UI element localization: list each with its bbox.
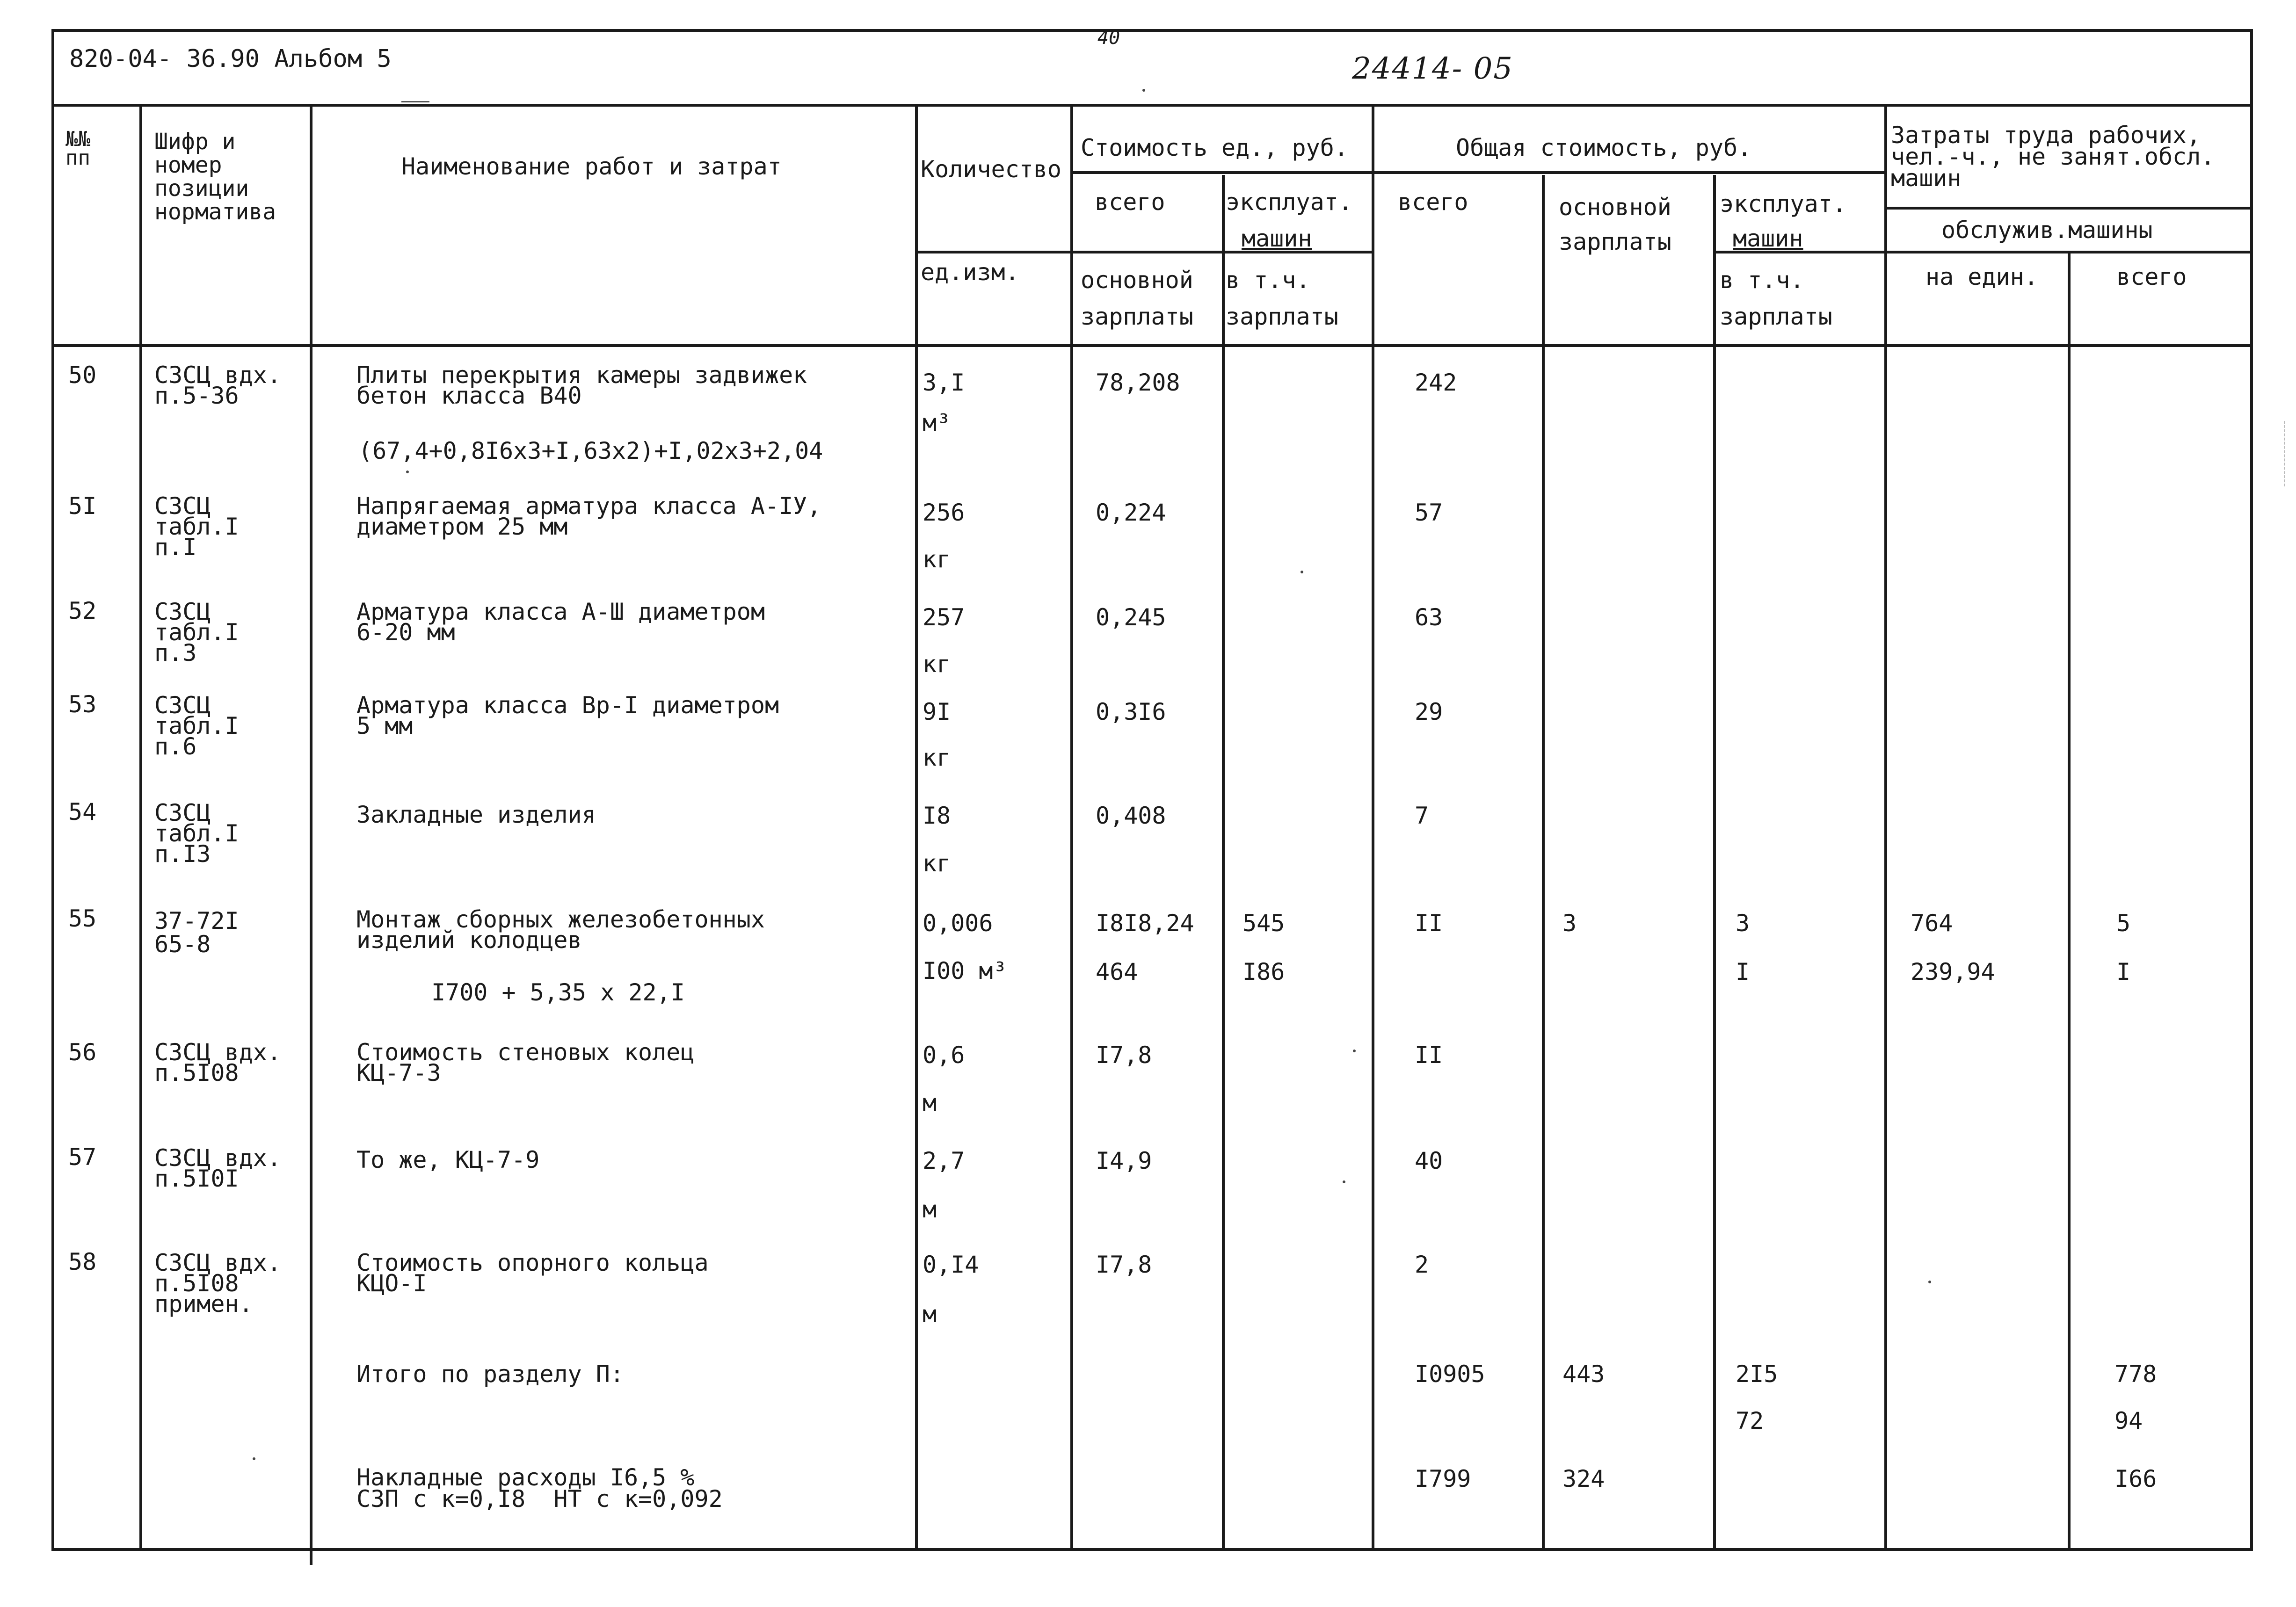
row-num: 57 (68, 1144, 97, 1171)
col-header-qty: Количество (921, 156, 1062, 183)
section-total-machine-wage: 72 (1736, 1407, 1764, 1434)
row-unit-total: I4,9 (1096, 1147, 1152, 1174)
row-unit: м (923, 1301, 937, 1328)
col-header-total-all: всего (1398, 188, 1468, 216)
handwritten-number: 24414- 05 (1352, 51, 1513, 86)
row-line-total-sub (1372, 171, 1884, 174)
col-line-code (139, 104, 142, 1551)
row-unit: кг (923, 744, 951, 771)
col-header-total-machine: эксплуат. (1720, 190, 1846, 217)
row-formula: I700 + 5,35 x 22,I (431, 979, 685, 1006)
row-qty: 256 (923, 499, 965, 526)
scan-speck (1301, 571, 1303, 573)
row-code: СЗСЦ вдх. п.5-36 (154, 362, 281, 409)
row-labor-per-unit-2: 239,94 (1911, 958, 1995, 985)
col-line-unit-total (1070, 104, 1073, 1551)
row-unit: кг (923, 651, 951, 678)
row-total-all: 29 (1415, 698, 1443, 725)
row-qty: 0,006 (923, 910, 993, 937)
col-header-unit-cost: Стоимость ед., руб. (1081, 134, 1348, 161)
page-number: 40 (1097, 27, 1120, 49)
row-total-all: II (1415, 1042, 1443, 1069)
row-qty: I8 (923, 802, 951, 829)
overhead-wage: 324 (1562, 1465, 1605, 1492)
row-labor-total-2: I (2116, 958, 2131, 985)
col-header-total-wage: основной зарплаты (1559, 194, 1671, 255)
col-line-labor (1884, 104, 1887, 1551)
row-qty: 0,6 (923, 1042, 965, 1069)
row-total-incl-wage: I (1736, 958, 1750, 985)
row-formula: (67,4+0,8I6x3+I,63x2)+I,02x3+2,04 (358, 437, 823, 464)
row-name: Закладные изделия (356, 801, 596, 828)
row-num: 53 (68, 691, 97, 718)
col-line-unit-machine (1222, 175, 1225, 1551)
overhead-label: Накладные расходы I6,5 % СЗП с к=0,I8 НТ с к=0,092 (356, 1464, 723, 1513)
row-name: Арматура класса Вр-I диаметром 5 мм (356, 692, 779, 739)
row-name: Напрягаемая арматура класса А-IУ, диаметром 25 мм (356, 492, 821, 540)
col-header-unit-wage: основной зарплаты (1081, 267, 1193, 330)
scan-edge-mark (2284, 421, 2285, 486)
col-line-total-wage (1542, 175, 1545, 1551)
row-num: 56 (68, 1039, 97, 1066)
col-header-labor-total: всего (2116, 263, 2187, 290)
row-line-labor-units (1884, 251, 2253, 253)
scan-speck (1353, 1050, 1356, 1052)
row-code: СЗСЦ табл.I п.I3 (154, 799, 239, 868)
row-unit: м (923, 1089, 937, 1116)
row-unit-total: 0,224 (1096, 499, 1166, 526)
row-labor-per-unit: 764 (1911, 910, 1953, 937)
section-total-labor-2: 94 (2114, 1407, 2143, 1434)
row-labor-total: 5 (2116, 910, 2131, 937)
col-line-name (310, 104, 312, 1565)
row-num: 5I (68, 492, 97, 520)
row-qty: 9I (923, 698, 951, 725)
row-qty: 257 (923, 604, 965, 631)
row-unit-total: 0,408 (1096, 802, 1166, 829)
row-name: Арматура класса А-Ш диаметром 6-20 мм (356, 598, 765, 646)
row-qty: 3,I (923, 369, 965, 396)
row-num: 52 (68, 597, 97, 624)
row-unit: I00 м³ (923, 957, 1007, 984)
scan-speck (1142, 89, 1145, 92)
col-line-labor-total (2068, 253, 2071, 1551)
col-header-unit-total: всего (1095, 188, 1165, 216)
row-total-all: 57 (1415, 499, 1443, 526)
row-total-all: 7 (1415, 802, 1429, 829)
row-total-wage: 3 (1562, 910, 1577, 937)
col-header-name: Наименование работ и затрат (401, 153, 782, 180)
row-code: СЗСЦ табл.I п.I (154, 492, 239, 561)
col-line-qty (915, 104, 918, 1551)
row-name: Стоимость опорного кольца КЦО-I (356, 1249, 709, 1297)
scan-speck (1343, 1180, 1345, 1183)
row-unit: кг (923, 546, 951, 573)
row-code: СЗСЦ табл.I п.3 (154, 598, 239, 666)
overhead-labor: I66 (2114, 1465, 2157, 1492)
col-header-qty-unit: ед.изм. (921, 259, 1019, 286)
scan-speck (406, 471, 409, 473)
col-line-total-all (1372, 104, 1374, 1551)
page-frame (51, 29, 2253, 1551)
overhead-total: I799 (1415, 1465, 1471, 1492)
col-header-num: №№ пп (65, 127, 90, 170)
row-unit: кг (923, 850, 951, 877)
header-divider (51, 104, 2253, 107)
row-name: То же, КЦ-7-9 (356, 1146, 540, 1173)
col-header-code: Шифр и номер позиции норматива (154, 129, 276, 225)
row-total-all: 2 (1415, 1251, 1429, 1278)
row-line-unit-sub (1070, 171, 1372, 174)
row-code: 37-72I 65-8 (154, 907, 239, 958)
row-unit: м (923, 1196, 937, 1223)
row-code: СЗСЦ вдх. п.5I0I (154, 1144, 281, 1192)
section-total-wage: 443 (1562, 1361, 1605, 1388)
row-unit-total: I7,8 (1096, 1042, 1152, 1069)
row-num: 54 (68, 798, 97, 825)
row-num: 58 (68, 1248, 97, 1275)
row-code: СЗСЦ вдх. п.5I08 (154, 1039, 281, 1086)
scan-speck (253, 1457, 255, 1460)
row-qty: 2,7 (923, 1147, 965, 1174)
row-unit-incl-wage: I86 (1242, 958, 1285, 985)
row-name: Монтаж сборных железобетонных изделий колодцев (356, 906, 765, 954)
row-unit-total: 0,245 (1096, 604, 1166, 631)
row-unit-wage: 464 (1096, 958, 1138, 985)
header-bottom-line (51, 344, 2253, 347)
col-header-labor: Затраты труда рабочих, чел.-ч., не занят.обсл. машин (1891, 122, 2215, 192)
row-total-all: II (1415, 910, 1443, 937)
col-header-total-machine2: машин (1733, 225, 1803, 252)
document-code: 820-04- 36.90 Альбом 5 (69, 45, 392, 73)
row-name: Плиты перекрытия камеры задвижек бетон класса В40 (356, 362, 807, 409)
col-header-labor-per-unit: на един. (1925, 263, 2038, 290)
row-unit-total: I8I8,24 (1096, 910, 1194, 937)
col-header-unit-machine: эксплуат. (1226, 188, 1352, 216)
scan-speck (1928, 1281, 1931, 1283)
row-qty: 0,I4 (923, 1251, 979, 1278)
row-total-all: 242 (1415, 369, 1457, 396)
section-total-machine: 2I5 (1736, 1361, 1778, 1388)
row-line-labor-sub (1884, 207, 2253, 210)
section-total-all: I0905 (1415, 1361, 1485, 1388)
section-total-label: Итого по разделу П: (356, 1361, 624, 1388)
row-unit-total: I7,8 (1096, 1251, 1152, 1278)
row-unit-total: 78,208 (1096, 369, 1180, 396)
section-total-labor: 778 (2114, 1361, 2157, 1388)
row-unit-machine: 545 (1242, 910, 1285, 937)
row-num: 55 (68, 905, 97, 932)
row-code: СЗСЦ вдх. п.5I08 примен. (154, 1249, 281, 1317)
row-code: СЗСЦ табл.I п.6 (154, 692, 239, 760)
row-unit: м³ (923, 409, 951, 436)
row-total-machine: 3 (1736, 910, 1750, 937)
row-name: Стоимость стеновых колец КЦ-7-3 (356, 1039, 695, 1086)
col-header-total-cost: Общая стоимость, руб. (1456, 134, 1752, 161)
row-unit-total: 0,3I6 (1096, 698, 1166, 725)
col-header-unit-machine2: машин (1242, 225, 1312, 252)
row-num: 50 (68, 362, 97, 389)
col-header-labor-service: обслужив.машины (1941, 217, 2153, 244)
header-tick-mark (401, 101, 429, 102)
col-line-total-machine (1713, 175, 1716, 1551)
row-total-all: 63 (1415, 604, 1443, 631)
row-total-all: 40 (1415, 1147, 1443, 1174)
col-header-total-incl-wage: в т.ч. зарплаты (1720, 267, 1832, 330)
col-header-unit-incl-wage: в т.ч. зарплаты (1226, 267, 1338, 330)
